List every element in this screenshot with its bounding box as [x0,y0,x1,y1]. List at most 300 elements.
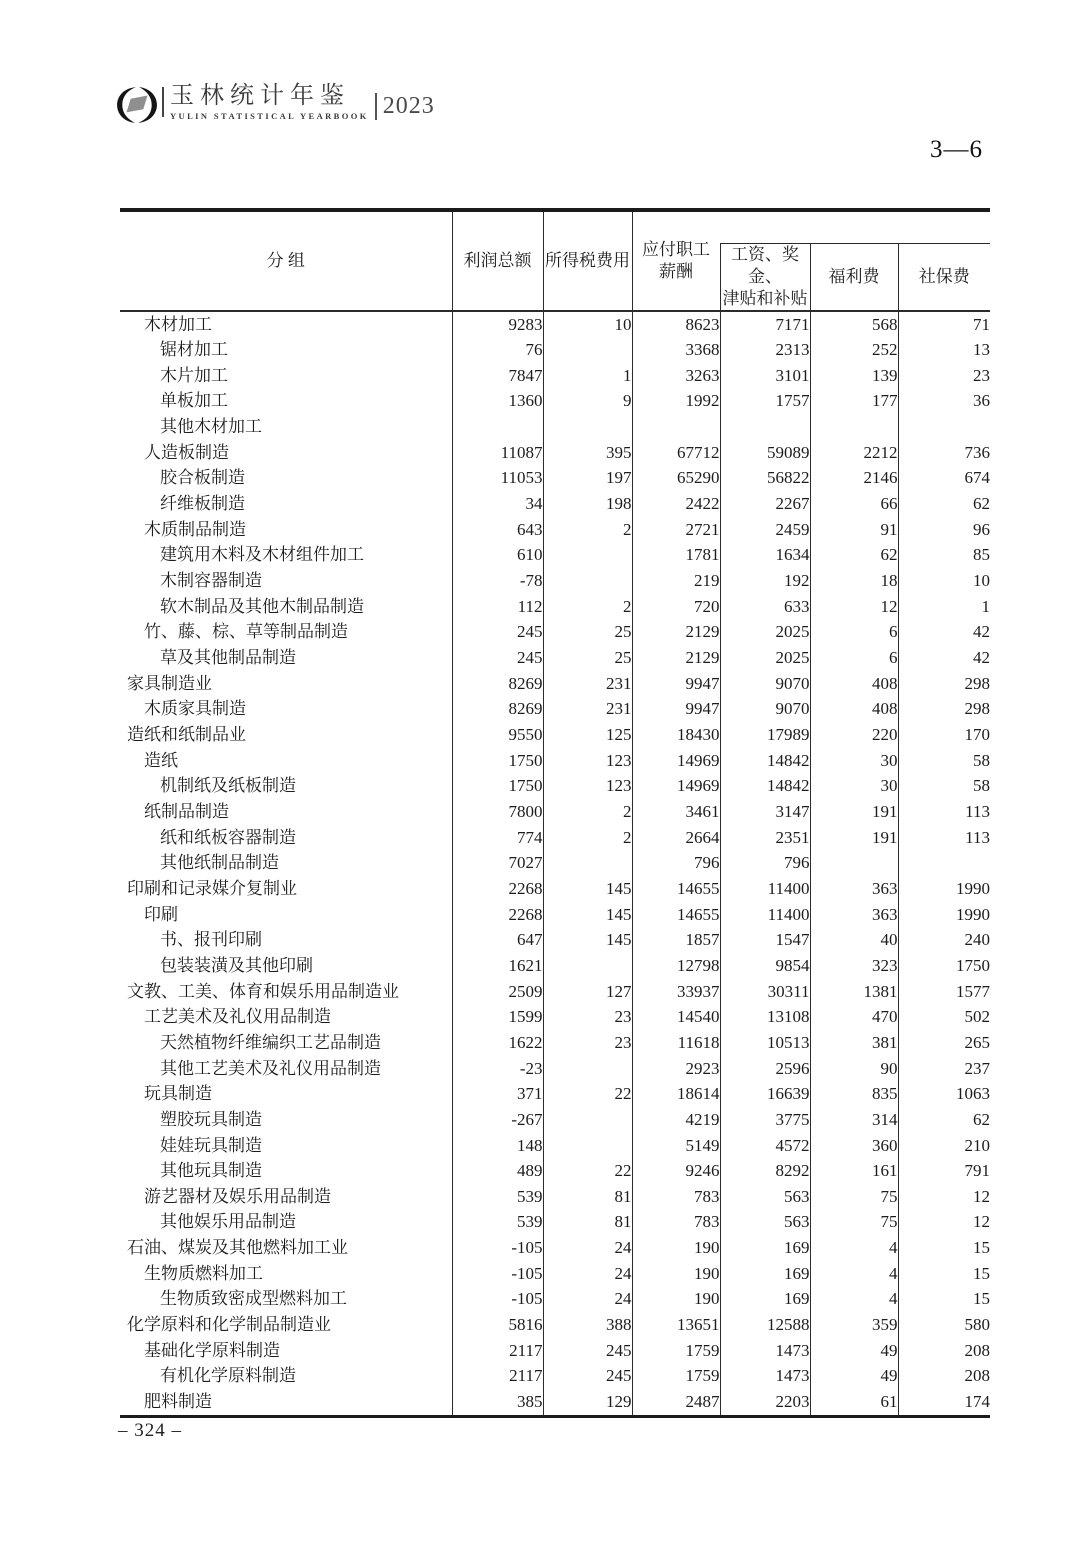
table-row [120,799,990,825]
profit-cell: 8269 [452,696,543,722]
welfare-cell: 177 [810,388,898,414]
page-number: – 324 – [118,1420,182,1441]
group-name-cell: 生物质致密成型燃料加工 [160,1289,347,1309]
wages-cell: 2025 [720,645,810,671]
profit-cell: 539 [452,1209,543,1235]
income-tax-cell: 198 [543,491,632,517]
table-row [120,440,990,466]
income-tax-cell: 23 [543,1030,632,1056]
payable-payroll-cell: 2422 [632,491,720,517]
group-name-cell: 肥料制造 [144,1392,212,1412]
payable-payroll-cell: 18430 [632,722,720,748]
group-name-cell: 纤维板制造 [160,494,245,514]
social-security-cell: 23 [898,363,990,389]
income-tax-cell: 231 [543,696,632,722]
group-name-cell: 竹、藤、棕、草等制品制造 [144,622,348,642]
table-row [120,1209,990,1235]
payable-payroll-cell: 11618 [632,1030,720,1056]
social-security-cell: 502 [898,1004,990,1030]
table-row [120,773,990,799]
wages-cell: 9070 [720,671,810,697]
table-row [120,1338,990,1364]
group-name-cell: 印刷和记录媒介复制业 [127,878,297,898]
wages-cell: 3101 [720,363,810,389]
group-name-cell: 木质制品制造 [144,519,246,539]
income-tax-cell: 231 [543,671,632,697]
income-tax-cell: 23 [543,1004,632,1030]
payable-payroll-cell: 13651 [632,1312,720,1338]
table-row [120,1286,990,1312]
group-name-cell: 其他纸制品制造 [160,853,279,873]
table-row [120,696,990,722]
income-tax-cell [543,568,632,594]
income-tax-cell: 388 [543,1312,632,1338]
payable-payroll-cell: 14540 [632,1004,720,1030]
profit-cell: 539 [452,1184,543,1210]
table-row [120,645,990,671]
social-security-cell: 736 [898,440,990,466]
payable-payroll-cell: 796 [632,850,720,876]
group-name-cell: 木片加工 [160,365,228,385]
yearbook-title-en: YULIN STATISTICAL YEARBOOK [170,111,369,121]
welfare-cell: 40 [810,927,898,953]
welfare-cell: 4 [810,1286,898,1312]
welfare-cell: 90 [810,1056,898,1082]
group-name-cell: 石油、煤炭及其他燃料加工业 [127,1238,348,1258]
group-name-cell: 锯材加工 [160,340,228,360]
wages-cell: 11400 [720,902,810,928]
income-tax-cell: 2 [543,825,632,851]
social-security-cell: 1990 [898,902,990,928]
social-security-cell: 15 [898,1286,990,1312]
payable-payroll-cell: 219 [632,568,720,594]
social-security-cell [898,414,990,440]
table-row [120,542,990,568]
income-tax-cell: 145 [543,902,632,928]
income-tax-cell: 145 [543,876,632,902]
social-security-cell: 58 [898,773,990,799]
group-name-cell: 游艺器材及娱乐用品制造 [144,1186,331,1206]
wages-cell: 2267 [720,491,810,517]
welfare-cell: 191 [810,799,898,825]
table-row [120,363,990,389]
table-row [120,619,990,645]
group-name-cell: 生物质燃料加工 [144,1263,263,1283]
table-row [120,1107,990,1133]
table-row [120,1312,990,1338]
table-row [120,1056,990,1082]
welfare-cell: 161 [810,1158,898,1184]
income-tax-cell [543,542,632,568]
wages-cell: 13108 [720,1004,810,1030]
table-row [120,825,990,851]
table-row [120,1081,990,1107]
social-security-cell: 42 [898,619,990,645]
payable-payroll-cell [632,414,720,440]
welfare-cell [810,850,898,876]
payable-payroll-cell: 14655 [632,876,720,902]
table-row [120,850,990,876]
income-tax-cell [543,337,632,363]
group-name-cell: 造纸和纸制品业 [127,725,246,744]
welfare-cell: 363 [810,876,898,902]
wages-cell: 2203 [720,1389,810,1416]
wages-cell: 1473 [720,1338,810,1364]
social-security-cell: 15 [898,1261,990,1287]
group-name-cell: 纸制品制造 [144,801,229,821]
social-security-cell: 265 [898,1030,990,1056]
income-tax-cell: 245 [543,1363,632,1389]
payable-payroll-cell: 65290 [632,465,720,491]
wages-cell: 11400 [720,876,810,902]
column-header-group: 分 组 [120,210,452,311]
group-name-cell: 基础化学原料制造 [144,1340,280,1360]
group-name-cell: 建筑用木料及木材组件加工 [160,545,364,565]
income-tax-cell: 24 [543,1235,632,1261]
social-security-cell: 237 [898,1056,990,1082]
column-header-social-security: 社保费 [898,243,990,311]
group-name-cell: 家具制造业 [127,673,212,693]
welfare-cell: 314 [810,1107,898,1133]
brand-header [116,84,435,124]
social-security-cell: 580 [898,1312,990,1338]
welfare-cell: 2146 [810,465,898,491]
profit-cell: 8269 [452,671,543,697]
wages-cell: 796 [720,850,810,876]
profit-cell: 643 [452,517,543,543]
table-row [120,337,990,363]
income-tax-cell: 25 [543,645,632,671]
social-security-cell: 791 [898,1158,990,1184]
income-tax-cell [543,850,632,876]
wages-cell: 169 [720,1261,810,1287]
group-name-cell: 木质家具制造 [144,699,246,719]
income-tax-cell: 145 [543,927,632,953]
payable-payroll-cell: 14969 [632,773,720,799]
profit-cell: 11087 [452,440,543,466]
social-security-cell: 36 [898,388,990,414]
table-row [120,491,990,517]
profit-cell: 610 [452,542,543,568]
wages-cell: 4572 [720,1133,810,1159]
wages-cell: 1473 [720,1363,810,1389]
social-security-cell [898,850,990,876]
payable-payroll-cell: 1759 [632,1363,720,1389]
welfare-cell: 49 [810,1338,898,1364]
profit-cell: -78 [452,568,543,594]
welfare-cell: 91 [810,517,898,543]
group-name-cell: 纸和纸板容器制造 [160,827,296,847]
welfare-cell: 408 [810,696,898,722]
profit-cell: 34 [452,491,543,517]
profit-cell: 7800 [452,799,543,825]
table-row [120,979,990,1005]
welfare-cell: 359 [810,1312,898,1338]
table-row [120,388,990,414]
profit-cell: 76 [452,337,543,363]
profit-cell: 112 [452,594,543,620]
payable-payroll-cell: 720 [632,594,720,620]
income-tax-cell [543,414,632,440]
social-security-cell: 10 [898,568,990,594]
profit-cell: 7027 [452,850,543,876]
profit-cell: 5816 [452,1312,543,1338]
welfare-cell: 568 [810,311,898,338]
profit-cell: 9283 [452,311,543,338]
group-name-cell: 有机化学原料制造 [160,1366,296,1386]
welfare-cell: 18 [810,568,898,594]
payable-payroll-cell: 8623 [632,311,720,338]
profit-cell: -105 [452,1261,543,1287]
group-name-cell: 书、报刊印刷 [160,930,262,950]
wages-cell: 2459 [720,517,810,543]
welfare-cell: 408 [810,671,898,697]
profit-cell: 11053 [452,465,543,491]
profit-cell: 1622 [452,1030,543,1056]
payable-payroll-cell: 2721 [632,517,720,543]
social-security-cell: 113 [898,799,990,825]
social-security-cell: 62 [898,1107,990,1133]
profit-cell: 385 [452,1389,543,1416]
group-name-cell: 玩具制造 [144,1084,212,1104]
social-security-cell: 1063 [898,1081,990,1107]
welfare-cell: 323 [810,953,898,979]
profit-cell [452,414,543,440]
welfare-cell: 139 [810,363,898,389]
social-security-cell: 85 [898,542,990,568]
group-name-cell: 其他娱乐用品制造 [160,1212,296,1232]
income-tax-cell: 125 [543,722,632,748]
wages-cell: 56822 [720,465,810,491]
profit-cell: 2117 [452,1363,543,1389]
income-tax-cell: 81 [543,1184,632,1210]
table-row [120,953,990,979]
profit-cell: 489 [452,1158,543,1184]
table-row [120,1004,990,1030]
wages-cell: 192 [720,568,810,594]
payable-payroll-cell: 2923 [632,1056,720,1082]
wages-cell: 59089 [720,440,810,466]
welfare-cell: 61 [810,1389,898,1416]
profit-cell: 371 [452,1081,543,1107]
group-name-cell: 人造板制造 [144,442,229,462]
wages-cell: 1757 [720,388,810,414]
profit-cell: 1750 [452,773,543,799]
payable-payroll-cell: 2129 [632,619,720,645]
table-row [120,568,990,594]
column-header-wages: 工资、奖金、 津贴和补贴 [720,243,810,311]
payable-payroll-cell: 2487 [632,1389,720,1416]
group-name-cell: 塑胶玩具制造 [160,1109,262,1129]
table-row [120,311,990,338]
group-name-cell: 其他玩具制造 [160,1161,262,1181]
wages-cell: 3775 [720,1107,810,1133]
table-body [120,311,990,1417]
column-header-profit: 利润总额 [452,210,543,311]
header-spacer [720,210,990,243]
social-security-cell: 71 [898,311,990,338]
income-tax-cell: 1 [543,363,632,389]
payable-payroll-cell: 190 [632,1286,720,1312]
group-name-cell: 胶合板制造 [160,468,245,488]
table-row [120,517,990,543]
social-security-cell: 113 [898,825,990,851]
welfare-cell: 4 [810,1261,898,1287]
profit-cell: -267 [452,1107,543,1133]
wages-cell: 12588 [720,1312,810,1338]
welfare-cell: 470 [810,1004,898,1030]
income-tax-cell [543,1056,632,1082]
wages-cell: 2596 [720,1056,810,1082]
payable-payroll-cell: 2129 [632,645,720,671]
yearbook-title-cn: 玉林统计年鉴 [170,83,350,109]
payable-payroll-cell: 1759 [632,1338,720,1364]
profit-cell: -105 [452,1235,543,1261]
table-row [120,1261,990,1287]
income-tax-cell: 395 [543,440,632,466]
table-row [120,465,990,491]
profit-cell: 647 [452,927,543,953]
income-tax-cell: 9 [543,388,632,414]
column-header-welfare: 福利费 [810,243,898,311]
table-number: 3—6 [930,136,983,163]
brand-divider [162,87,164,117]
welfare-cell: 2212 [810,440,898,466]
welfare-cell: 363 [810,902,898,928]
income-tax-cell: 123 [543,748,632,774]
group-name-cell: 其他木材加工 [160,417,262,437]
social-security-cell: 174 [898,1389,990,1416]
group-name-cell: 包装装潢及其他印刷 [160,955,313,975]
social-security-cell: 13 [898,337,990,363]
welfare-cell: 49 [810,1363,898,1389]
group-name-cell: 草及其他制品制造 [160,648,296,668]
payable-payroll-cell: 3368 [632,337,720,363]
income-tax-cell: 127 [543,979,632,1005]
social-security-cell: 12 [898,1184,990,1210]
social-security-cell: 1990 [898,876,990,902]
welfare-cell: 252 [810,337,898,363]
payable-payroll-cell: 14969 [632,748,720,774]
wages-cell: 10513 [720,1030,810,1056]
table-row [120,1030,990,1056]
group-name-cell: 文教、工美、体育和娱乐用品制造业 [127,981,399,1001]
welfare-cell: 30 [810,748,898,774]
welfare-cell: 62 [810,542,898,568]
group-name-cell: 软木制品及其他木制品制造 [160,596,364,616]
profit-cell: 2509 [452,979,543,1005]
wages-cell: 3147 [720,799,810,825]
welfare-cell: 75 [810,1184,898,1210]
payable-payroll-cell: 783 [632,1209,720,1235]
welfare-cell: 6 [810,645,898,671]
social-security-cell: 15 [898,1235,990,1261]
statistics-table [120,208,990,1418]
group-name-cell: 天然植物纤维编织工艺品制造 [160,1032,381,1052]
wages-cell: 169 [720,1235,810,1261]
payable-payroll-cell: 4219 [632,1107,720,1133]
income-tax-cell: 197 [543,465,632,491]
payable-payroll-cell: 9947 [632,671,720,697]
welfare-cell: 360 [810,1133,898,1159]
income-tax-cell [543,1133,632,1159]
payable-payroll-cell: 12798 [632,953,720,979]
wages-cell: 30311 [720,979,810,1005]
social-security-cell: 1750 [898,953,990,979]
income-tax-cell: 24 [543,1261,632,1287]
social-security-cell: 674 [898,465,990,491]
income-tax-cell: 123 [543,773,632,799]
welfare-cell: 381 [810,1030,898,1056]
social-security-cell: 1 [898,594,990,620]
income-tax-cell: 24 [543,1286,632,1312]
income-tax-cell: 2 [543,799,632,825]
profit-cell: 774 [452,825,543,851]
welfare-cell: 12 [810,594,898,620]
wages-cell: 16639 [720,1081,810,1107]
group-name-cell: 木材加工 [144,314,212,334]
income-tax-cell: 245 [543,1338,632,1364]
column-header-income-tax: 所得税费用 [543,210,632,311]
payable-payroll-cell: 18614 [632,1081,720,1107]
group-name-cell: 娃娃玩具制造 [160,1135,262,1155]
wages-cell: 1634 [720,542,810,568]
welfare-cell: 75 [810,1209,898,1235]
payable-payroll-cell: 5149 [632,1133,720,1159]
table-header [120,210,990,311]
income-tax-cell [543,953,632,979]
table-row [120,414,990,440]
table-row [120,1184,990,1210]
payable-payroll-cell: 190 [632,1261,720,1287]
table-row [120,1133,990,1159]
wages-cell: 9854 [720,953,810,979]
payable-payroll-cell: 33937 [632,979,720,1005]
welfare-cell: 1381 [810,979,898,1005]
profit-cell: 9550 [452,722,543,748]
table-row [120,1235,990,1261]
group-name-cell: 造纸 [144,750,178,770]
table-row [120,1363,990,1389]
group-name-cell: 木制容器制造 [160,571,262,591]
wages-cell: 2313 [720,337,810,363]
wages-cell: 2025 [720,619,810,645]
social-security-cell: 210 [898,1133,990,1159]
wages-cell: 2351 [720,825,810,851]
income-tax-cell [543,1107,632,1133]
social-security-cell: 298 [898,671,990,697]
group-name-cell: 化学原料和化学制品制造业 [127,1315,331,1335]
wages-cell: 7171 [720,311,810,338]
income-tax-cell: 81 [543,1209,632,1235]
payable-payroll-cell: 783 [632,1184,720,1210]
social-security-cell: 58 [898,748,990,774]
social-security-cell: 240 [898,927,990,953]
yearbook-logo-icon [116,86,158,124]
income-tax-cell: 2 [543,517,632,543]
group-name-cell: 机制纸及纸板制造 [160,776,296,796]
profit-cell: 245 [452,619,543,645]
group-name-cell: 单板加工 [160,391,228,411]
table-row [120,927,990,953]
payable-payroll-cell: 1992 [632,388,720,414]
payable-payroll-cell: 3263 [632,363,720,389]
group-name-cell: 工艺美术及礼仪用品制造 [144,1007,331,1027]
wages-cell: 633 [720,594,810,620]
welfare-cell: 835 [810,1081,898,1107]
table-row [120,671,990,697]
wages-cell: 1547 [720,927,810,953]
